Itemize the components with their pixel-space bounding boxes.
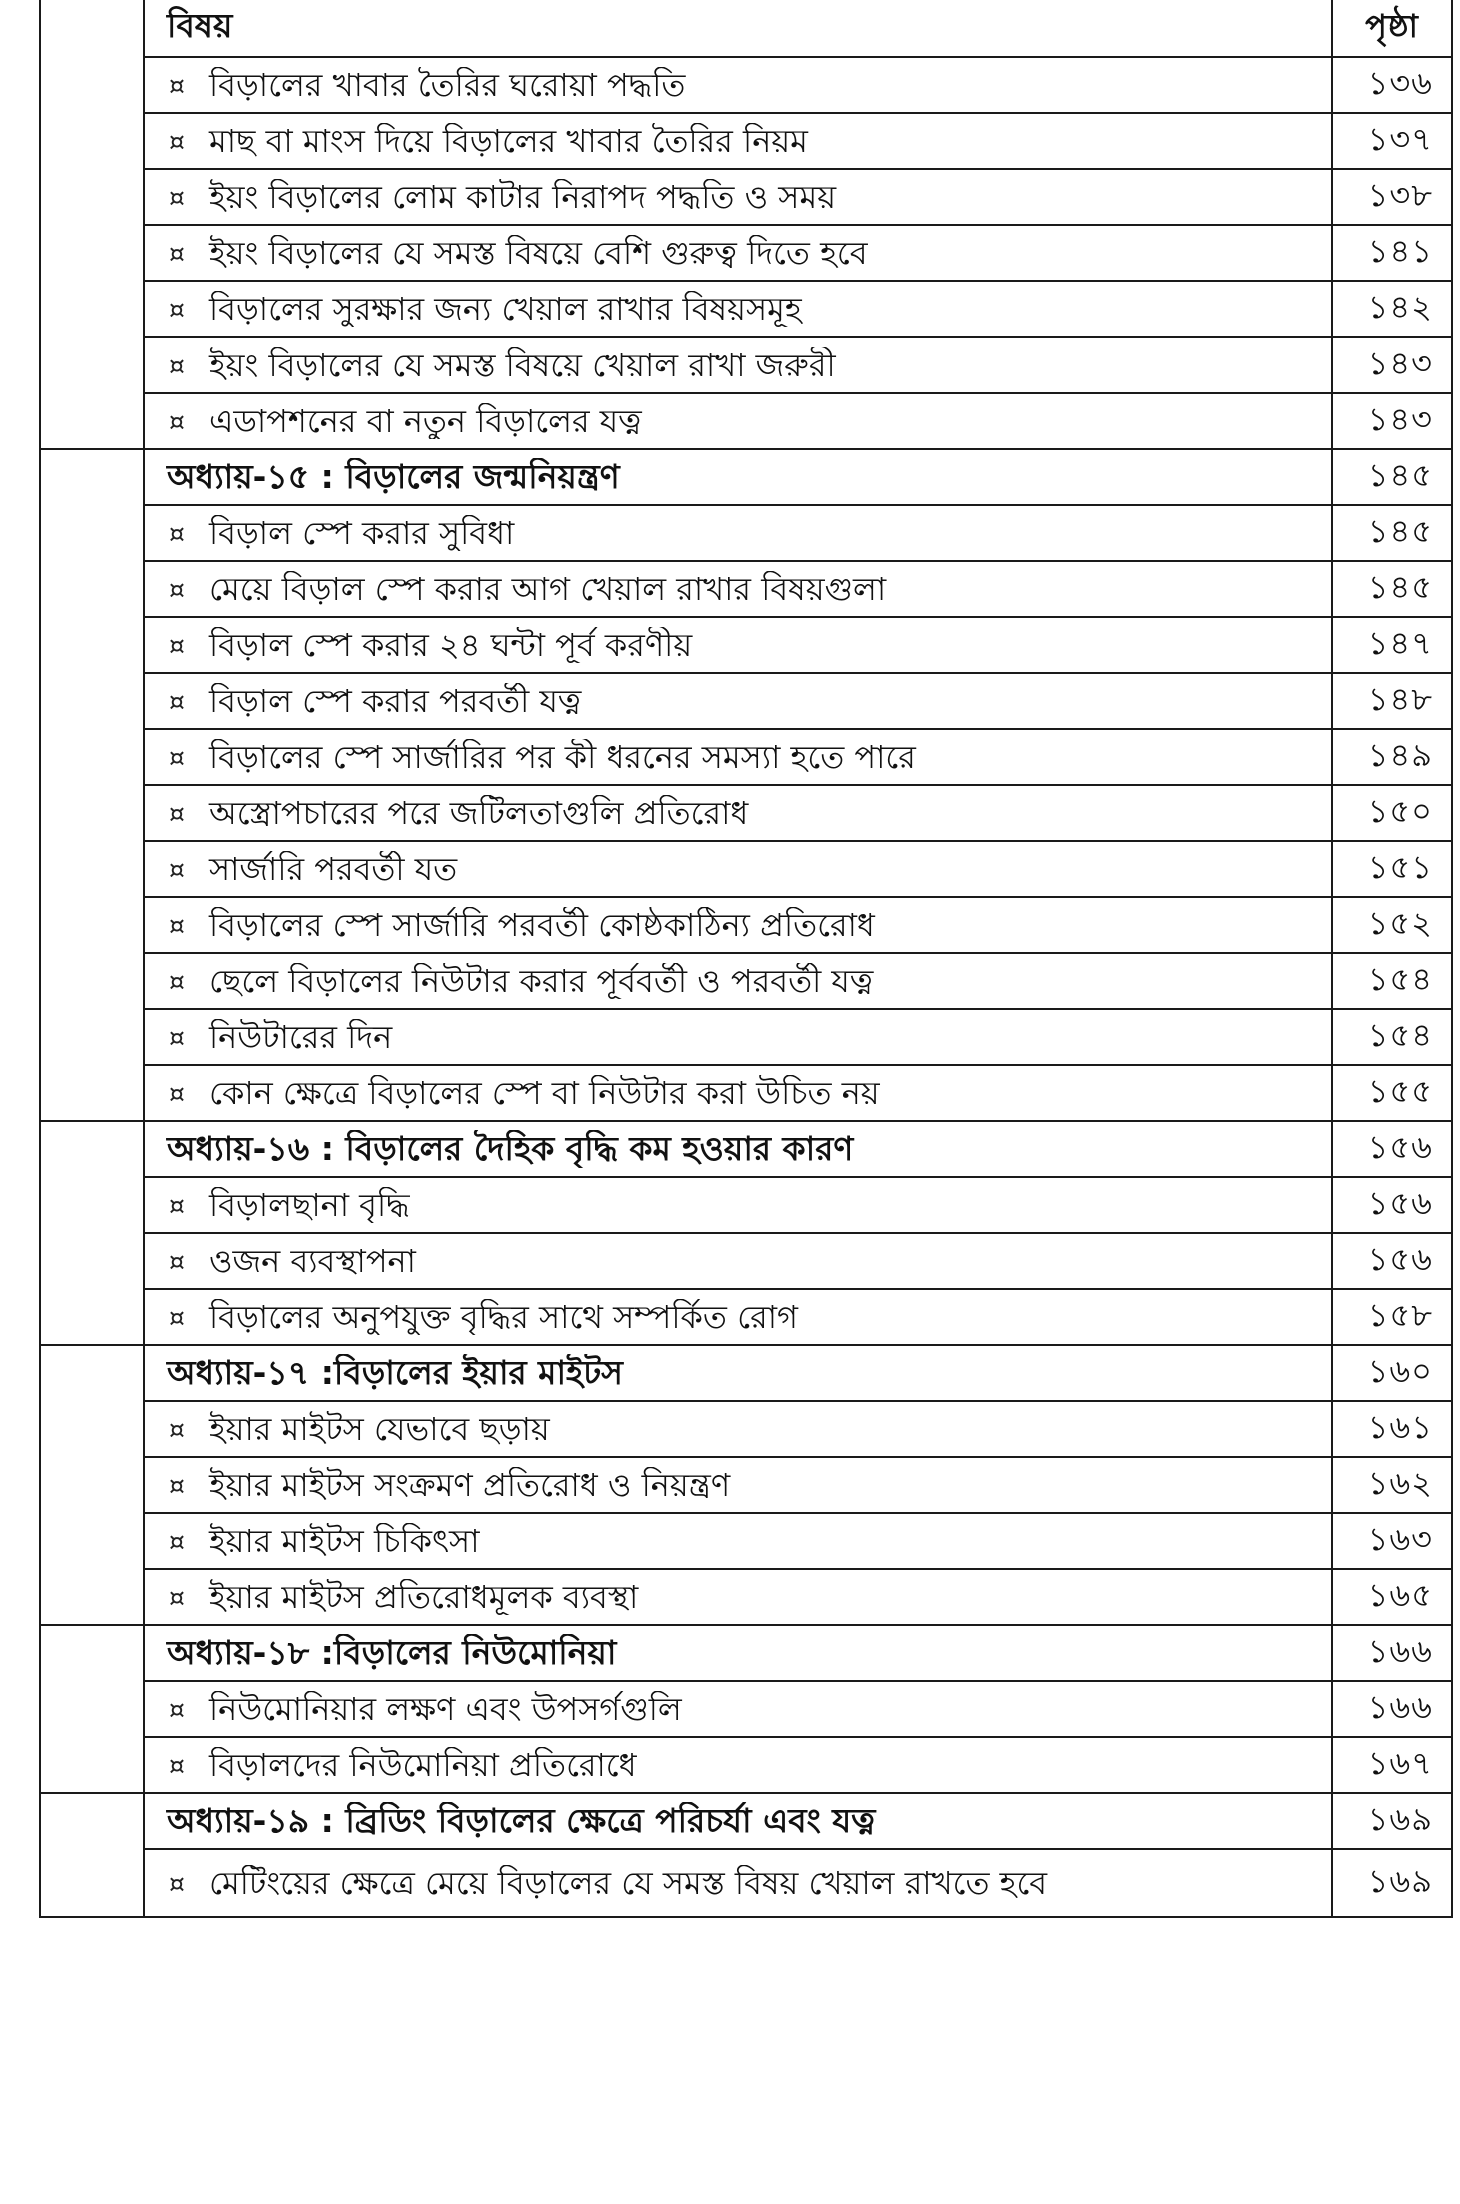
row-left-cell (40, 1849, 144, 1917)
row-page-cell (1332, 1681, 1452, 1737)
bullet-icon: ¤ (169, 1526, 185, 1556)
topic-label: বিড়াল স্পে করার পরবর্তী যত্ন (209, 682, 582, 720)
topic-entry (145, 1411, 1331, 1448)
topic-label: ইয়ার মাইটস চিকিৎসা (209, 1522, 480, 1560)
row-page-cell (1332, 1849, 1452, 1917)
topic-label: অধ্যায়-১৭ :বিড়ালের ইয়ার মাইটস (167, 1354, 623, 1392)
page-number: ১৪২ (1367, 288, 1433, 326)
row-page-cell (1332, 337, 1452, 393)
row-page-cell (1332, 1065, 1452, 1121)
topic-label: বিড়ালছানা বৃদ্ধি (209, 1186, 410, 1224)
header-page-cell (1332, 0, 1452, 57)
topic-label: বিড়ালের স্পে সার্জারির পর কী ধরনের সমস্যা হতে পারে (209, 738, 916, 776)
page-number: ১৬৬ (1367, 1688, 1433, 1726)
topic-label: ইয়ং বিড়ালের যে সমস্ত বিষয়ে খেয়াল রাখা জরুরী (209, 346, 836, 384)
row-topic-cell (144, 841, 1332, 897)
page-number: ১৬৫ (1367, 1576, 1433, 1614)
bullet-icon: ¤ (169, 1694, 185, 1724)
topic-label: মাছ বা মাংস দিয়ে বিড়ালের খাবার তৈরির নিয়ম (209, 122, 808, 160)
bullet-icon: ¤ (169, 1470, 185, 1500)
row-left-cell (40, 169, 144, 225)
topic-label: অধ্যায়-১৬ : বিড়ালের দৈহিক বৃদ্ধি কম হওয়ার কারণ (167, 1130, 854, 1168)
topic-label: বিড়ালের অনুপযুক্ত বৃদ্ধির সাথে সম্পর্কিত রোগ (209, 1298, 798, 1336)
row-topic-cell (144, 897, 1332, 953)
topic-label: অধ্যায়-১৯ : ব্রিডিং বিড়ালের ক্ষেত্রে পরিচর্যা এবং যত্ন (167, 1802, 876, 1840)
row-topic-cell (144, 1289, 1332, 1345)
toc-row (40, 1681, 1452, 1737)
toc-row (40, 1065, 1452, 1121)
toc-row (40, 169, 1452, 225)
row-left-cell (40, 673, 144, 729)
topic-label: কোন ক্ষেত্রে বিড়ালের স্পে বা নিউটার করা উচিত নয় (209, 1074, 880, 1112)
chapter-row (40, 1793, 1452, 1849)
bullet-icon: ¤ (169, 1414, 185, 1444)
page-number: ১৪১ (1367, 232, 1433, 270)
row-page-cell (1332, 393, 1452, 449)
bullet-icon: ¤ (169, 182, 185, 212)
toc-row (40, 113, 1452, 169)
bullet-icon: ¤ (169, 1190, 185, 1220)
page-number: ১৪৩ (1367, 344, 1433, 382)
row-page-cell (1332, 57, 1452, 113)
chapter-row (40, 1121, 1452, 1177)
row-topic-cell (144, 449, 1332, 505)
topic-entry (145, 1523, 1331, 1560)
page-number: ১৫৮ (1367, 1296, 1433, 1334)
toc-row (40, 57, 1452, 113)
bullet-icon: ¤ (169, 1022, 185, 1052)
row-topic-cell (144, 225, 1332, 281)
topic-label: অস্ত্রোপচারের পরে জটিলতাগুলি প্রতিরোধ (209, 794, 749, 832)
row-page-cell (1332, 281, 1452, 337)
topic-entry (145, 571, 1331, 608)
row-topic-cell (144, 561, 1332, 617)
row-page-cell (1332, 673, 1452, 729)
topic-label: অধ্যায়-১৫ : বিড়ালের জন্মনিয়ন্ত্রণ (167, 458, 620, 496)
topic-entry (145, 907, 1331, 944)
bullet-icon: ¤ (169, 574, 185, 604)
bullet-icon: ¤ (169, 742, 185, 772)
topic-entry (145, 67, 1331, 104)
row-topic-cell (144, 1849, 1332, 1917)
toc-row (40, 1009, 1452, 1065)
toc-row (40, 1737, 1452, 1793)
bullet-icon: ¤ (169, 854, 185, 884)
topic-label: মেয়ে বিড়াল স্পে করার আগ খেয়াল রাখার বিষয়গুলা (209, 570, 887, 608)
header-page-label: পৃষ্ঠা (1365, 7, 1419, 45)
row-topic-cell (144, 1233, 1332, 1289)
row-topic-cell (144, 1065, 1332, 1121)
page-number: ১৫৬ (1367, 1128, 1433, 1166)
topic-label: ইয়ং বিড়ালের যে সমস্ত বিষয়ে বেশি গুরুত্ব দিতে হবে (209, 234, 868, 272)
toc-row (40, 617, 1452, 673)
bullet-icon: ¤ (169, 966, 185, 996)
row-page-cell (1332, 1009, 1452, 1065)
topic-entry (145, 291, 1331, 328)
row-page-cell (1332, 841, 1452, 897)
row-topic-cell (144, 1177, 1332, 1233)
bullet-icon: ¤ (169, 798, 185, 828)
topic-label: এডাপশনের বা নতুন বিড়ালের যত্ন (209, 402, 642, 440)
page-number: ১৩৬ (1367, 64, 1433, 102)
row-topic-cell (144, 729, 1332, 785)
row-page-cell (1332, 1737, 1452, 1793)
bullet-icon: ¤ (169, 294, 185, 324)
bullet-icon: ¤ (169, 910, 185, 940)
row-left-cell (40, 1793, 144, 1849)
row-page-cell (1332, 449, 1452, 505)
row-left-cell (40, 1121, 144, 1177)
page-number: ১৪৫ (1367, 512, 1433, 550)
bullet-icon: ¤ (169, 1750, 185, 1780)
row-left-cell (40, 785, 144, 841)
chapter-title (145, 1802, 1331, 1840)
row-page-cell (1332, 617, 1452, 673)
page-number: ১৬২ (1367, 1464, 1433, 1502)
bullet-icon: ¤ (169, 350, 185, 380)
page-number: ১৫৬ (1367, 1240, 1433, 1278)
row-page-cell (1332, 1793, 1452, 1849)
topic-label: মেটিংয়ের ক্ষেত্রে মেয়ে বিড়ালের যে সমস্ত বিষয় খেয়াল রাখতে হবে (209, 1864, 1048, 1902)
row-topic-cell (144, 1625, 1332, 1681)
topic-label: বিড়ালের খাবার তৈরির ঘরোয়া পদ্ধতি (209, 66, 686, 104)
page-number: ১৩৮ (1367, 176, 1433, 214)
topic-entry (145, 1187, 1331, 1224)
page-number: ১৬৬ (1367, 1632, 1433, 1670)
header-topic-cell (144, 0, 1332, 57)
topic-label: ইয়ং বিড়ালের লোম কাটার নিরাপদ পদ্ধতি ও সময় (209, 178, 837, 216)
page-number: ১৫১ (1367, 848, 1433, 886)
row-topic-cell (144, 113, 1332, 169)
topic-entry (145, 963, 1331, 1000)
page-number: ১৪৮ (1367, 680, 1433, 718)
topic-entry (145, 235, 1331, 272)
row-left-cell (40, 1233, 144, 1289)
row-page-cell (1332, 1121, 1452, 1177)
row-left-cell (40, 953, 144, 1009)
bullet-icon: ¤ (169, 238, 185, 268)
row-topic-cell (144, 337, 1332, 393)
row-page-cell (1332, 1177, 1452, 1233)
row-topic-cell (144, 393, 1332, 449)
row-page-cell (1332, 225, 1452, 281)
bullet-icon: ¤ (169, 1582, 185, 1612)
toc-row (40, 1513, 1452, 1569)
row-topic-cell (144, 1401, 1332, 1457)
page-number: ১৫৬ (1367, 1184, 1433, 1222)
topic-label: সার্জারি পরবর্তী যত (209, 850, 458, 888)
row-left-cell (40, 561, 144, 617)
row-page-cell (1332, 1401, 1452, 1457)
row-left-cell (40, 1513, 144, 1569)
page-number: ১৫০ (1367, 792, 1433, 830)
row-left-cell (40, 897, 144, 953)
page-number: ১৪৯ (1367, 736, 1433, 774)
topic-entry (145, 1865, 1331, 1902)
row-left-cell (40, 841, 144, 897)
row-topic-cell (144, 1009, 1332, 1065)
row-topic-cell (144, 57, 1332, 113)
row-topic-cell (144, 169, 1332, 225)
chapter-title (145, 1354, 1331, 1392)
row-left-cell (40, 1345, 144, 1401)
page-number: ১৬১ (1367, 1408, 1433, 1446)
row-page-cell (1332, 897, 1452, 953)
row-topic-cell (144, 785, 1332, 841)
row-left-cell (40, 1289, 144, 1345)
chapter-title (145, 1634, 1331, 1672)
topic-label: অধ্যায়-১৮ :বিড়ালের নিউমোনিয়া (167, 1634, 617, 1672)
row-left-cell (40, 1737, 144, 1793)
toc-header-row (40, 0, 1452, 57)
row-topic-cell (144, 1457, 1332, 1513)
toc-row (40, 393, 1452, 449)
row-left-cell (40, 1681, 144, 1737)
topic-entry (145, 1299, 1331, 1336)
toc-row (40, 841, 1452, 897)
topic-entry (145, 627, 1331, 664)
bullet-icon: ¤ (169, 1302, 185, 1332)
chapter-title (145, 1130, 1331, 1168)
bullet-icon: ¤ (169, 518, 185, 548)
row-left-cell (40, 113, 144, 169)
topic-entry (145, 1075, 1331, 1112)
topic-label: ইয়ার মাইটস যেভাবে ছড়ায় (209, 1410, 550, 1448)
row-left-cell (40, 337, 144, 393)
topic-label: নিউমোনিয়ার লক্ষণ এবং উপসর্গগুলি (209, 1690, 682, 1728)
topic-entry (145, 347, 1331, 384)
toc-row (40, 337, 1452, 393)
topic-entry (145, 1747, 1331, 1784)
toc-row (40, 1233, 1452, 1289)
page-number: ১৪৩ (1367, 400, 1433, 438)
topic-entry (145, 1019, 1331, 1056)
page-number: ১৬৩ (1367, 1520, 1433, 1558)
row-topic-cell (144, 1569, 1332, 1625)
topic-label: নিউটারের দিন (209, 1018, 393, 1056)
topic-entry (145, 851, 1331, 888)
row-page-cell (1332, 505, 1452, 561)
toc-row (40, 1289, 1452, 1345)
row-left-cell (40, 1569, 144, 1625)
header-topic-label: বিষয় (167, 6, 233, 45)
topic-label: ইয়ার মাইটস প্রতিরোধমূলক ব্যবস্থা (209, 1578, 639, 1616)
page-number: ১৫৪ (1367, 1016, 1433, 1054)
row-page-cell (1332, 1233, 1452, 1289)
topic-entry (145, 1467, 1331, 1504)
chapter-row (40, 449, 1452, 505)
topic-label: ওজন ব্যবস্থাপনা (209, 1242, 416, 1280)
row-page-cell (1332, 1625, 1452, 1681)
bullet-icon: ¤ (169, 1078, 185, 1108)
topic-entry (145, 739, 1331, 776)
row-left-cell (40, 393, 144, 449)
row-page-cell (1332, 785, 1452, 841)
row-page-cell (1332, 1513, 1452, 1569)
header-left-cell (40, 0, 144, 57)
row-left-cell (40, 281, 144, 337)
topic-label: ইয়ার মাইটস সংক্রমণ প্রতিরোধ ও নিয়ন্ত্রণ (209, 1466, 731, 1504)
toc-row (40, 1457, 1452, 1513)
row-left-cell (40, 1009, 144, 1065)
bullet-icon: ¤ (169, 406, 185, 436)
row-page-cell (1332, 1569, 1452, 1625)
row-page-cell (1332, 729, 1452, 785)
page-number: ১৬৯ (1367, 1800, 1433, 1838)
toc-row (40, 729, 1452, 785)
row-left-cell (40, 1625, 144, 1681)
toc-table (39, 0, 1453, 1918)
row-topic-cell (144, 1513, 1332, 1569)
row-page-cell (1332, 1289, 1452, 1345)
topic-label: বিড়ালের সুরক্ষার জন্য খেয়াল রাখার বিষয়সমূহ (209, 290, 802, 328)
row-topic-cell (144, 281, 1332, 337)
row-page-cell (1332, 1457, 1452, 1513)
topic-entry (145, 515, 1331, 552)
topic-entry (145, 795, 1331, 832)
bullet-icon: ¤ (169, 686, 185, 716)
row-left-cell (40, 57, 144, 113)
row-left-cell (40, 1177, 144, 1233)
bullet-icon: ¤ (169, 1868, 185, 1898)
chapter-row (40, 1625, 1452, 1681)
topic-label: বিড়ালদের নিউমোনিয়া প্রতিরোধে (209, 1746, 637, 1784)
page-number: ১৪৫ (1367, 456, 1433, 494)
page-number: ১৬৯ (1367, 1862, 1433, 1900)
toc-row (40, 225, 1452, 281)
row-left-cell (40, 729, 144, 785)
chapter-row (40, 1345, 1452, 1401)
page-number: ১৫৫ (1367, 1072, 1433, 1110)
row-left-cell (40, 617, 144, 673)
page-number: ১৪৭ (1367, 624, 1433, 662)
row-topic-cell (144, 1681, 1332, 1737)
topic-label: বিড়ালের স্পে সার্জারি পরবর্তী কোষ্ঠকাঠিন্য প্রতিরোধ (209, 906, 875, 944)
row-topic-cell (144, 1345, 1332, 1401)
topic-entry (145, 683, 1331, 720)
topic-label: বিড়াল স্পে করার সুবিধা (209, 514, 515, 552)
toc-row (40, 561, 1452, 617)
toc-row (40, 1177, 1452, 1233)
row-topic-cell (144, 1121, 1332, 1177)
row-page-cell (1332, 113, 1452, 169)
bullet-icon: ¤ (169, 70, 185, 100)
bullet-icon: ¤ (169, 126, 185, 156)
row-topic-cell (144, 505, 1332, 561)
bullet-icon: ¤ (169, 1246, 185, 1276)
row-left-cell (40, 225, 144, 281)
row-left-cell (40, 1065, 144, 1121)
row-left-cell (40, 449, 144, 505)
row-topic-cell (144, 953, 1332, 1009)
toc-row (40, 785, 1452, 841)
toc-row (40, 953, 1452, 1009)
row-page-cell (1332, 1345, 1452, 1401)
topic-entry (145, 123, 1331, 160)
row-left-cell (40, 505, 144, 561)
topic-entry (145, 179, 1331, 216)
row-page-cell (1332, 169, 1452, 225)
row-topic-cell (144, 1737, 1332, 1793)
topic-label: বিড়াল স্পে করার ২৪ ঘন্টা পূর্ব করণীয় (209, 626, 693, 664)
row-left-cell (40, 1457, 144, 1513)
toc-body (40, 0, 1452, 1917)
row-page-cell (1332, 953, 1452, 1009)
toc-row (40, 1849, 1452, 1917)
row-left-cell (40, 1401, 144, 1457)
toc-row (40, 1569, 1452, 1625)
topic-entry (145, 1243, 1331, 1280)
page-number: ১৪৫ (1367, 568, 1433, 606)
toc-row (40, 1401, 1452, 1457)
toc-row (40, 897, 1452, 953)
toc-row (40, 673, 1452, 729)
topic-entry (145, 1579, 1331, 1616)
page-number: ১৬০ (1367, 1352, 1433, 1390)
topic-entry (145, 1691, 1331, 1728)
topic-entry (145, 403, 1331, 440)
chapter-title (145, 458, 1331, 496)
page-number: ১৩৭ (1367, 120, 1433, 158)
page-number: ১৫৪ (1367, 960, 1433, 998)
toc-row (40, 281, 1452, 337)
page-number: ১৫২ (1367, 904, 1433, 942)
bullet-icon: ¤ (169, 630, 185, 660)
topic-label: ছেলে বিড়ালের নিউটার করার পূর্ববর্তী ও পরবর্তী যত্ন (209, 962, 874, 1000)
row-topic-cell (144, 673, 1332, 729)
toc-row (40, 505, 1452, 561)
row-topic-cell (144, 617, 1332, 673)
row-topic-cell (144, 1793, 1332, 1849)
page-number: ১৬৭ (1367, 1744, 1433, 1782)
row-page-cell (1332, 561, 1452, 617)
